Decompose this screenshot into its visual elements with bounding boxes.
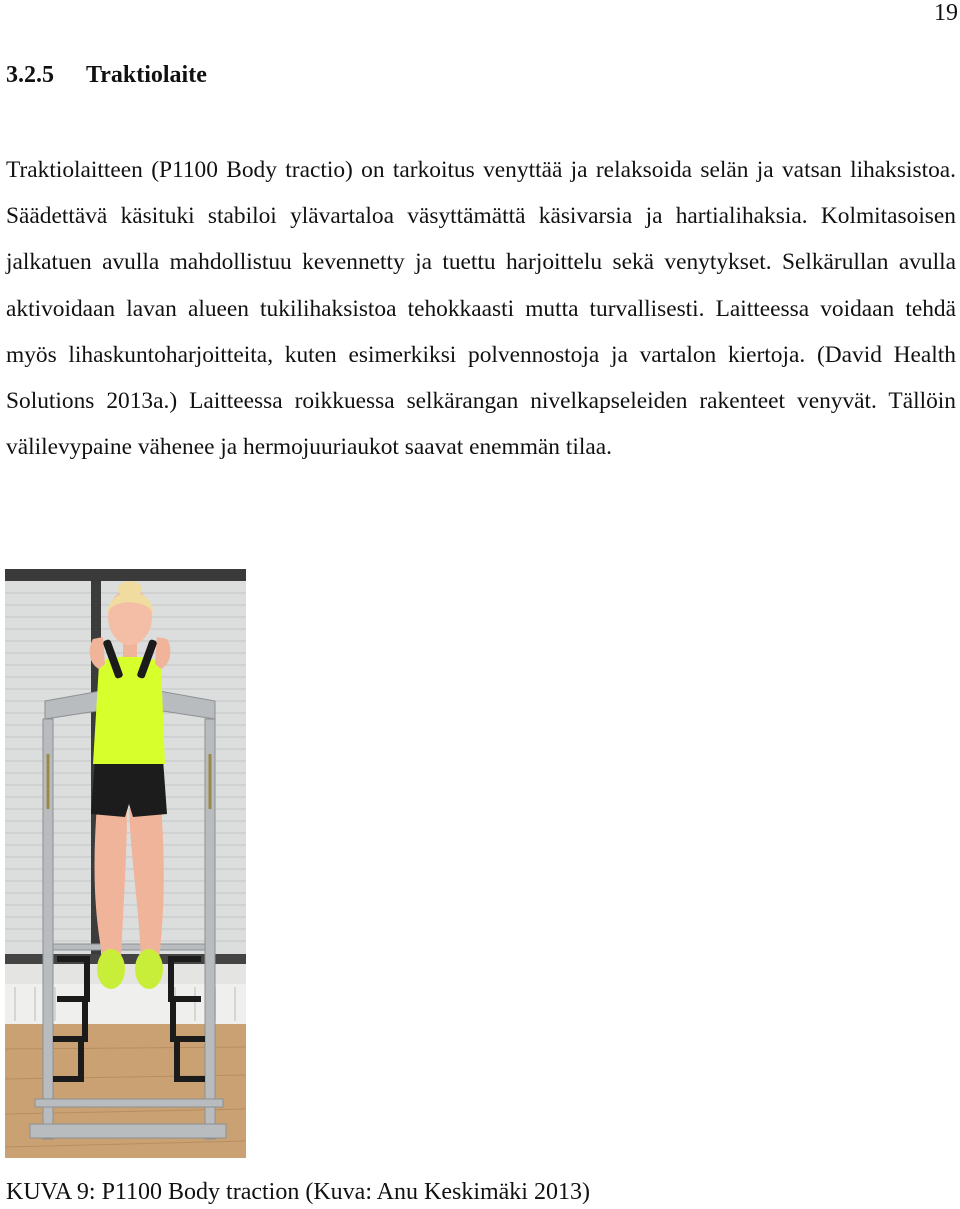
section-title: Traktiolaite [86,62,207,88]
photo-traction-device [5,569,246,1158]
body-paragraph: Traktiolaitteen (P1100 Body tractio) on tarkoitus venyttää ja relaksoida selän ja vatsan lihaksistoa. Säädettävä käsituki stabiloi ylävartaloa väsyttämättä käsivarsia ja hartialihaksia. Kolmitasoisen jalkatuen avulla mahdollistuu kevennetty ja tuettu harjoittelu sekä venytykset. Selkärullan avulla aktivoidaan lavan alueen tukilihaksistoa tehokkaasti mutta turvallisesti. Laitteessa voidaan tehdä myös lihaskuntoharjoitteita, kuten esimerkiksi polvennostoja ja vartalon kiertoja. (David Health Solutions 2013a.) Laitteessa roikkuessa selkärangan nivelkapseleiden rakenteet venyvät. Tällöin välilevypaine vähenee ja hermojuuriaukot saavat enemmän tilaa. [6,157,956,461]
section-number: 3.2.5 [6,62,54,88]
figure-photo [5,569,246,1158]
section-heading [6,60,207,90]
page-number: 19 [934,0,958,26]
figure-caption: KUVA 9: P1100 Body traction (Kuva: Anu Keskimäki 2013) [6,1179,590,1205]
